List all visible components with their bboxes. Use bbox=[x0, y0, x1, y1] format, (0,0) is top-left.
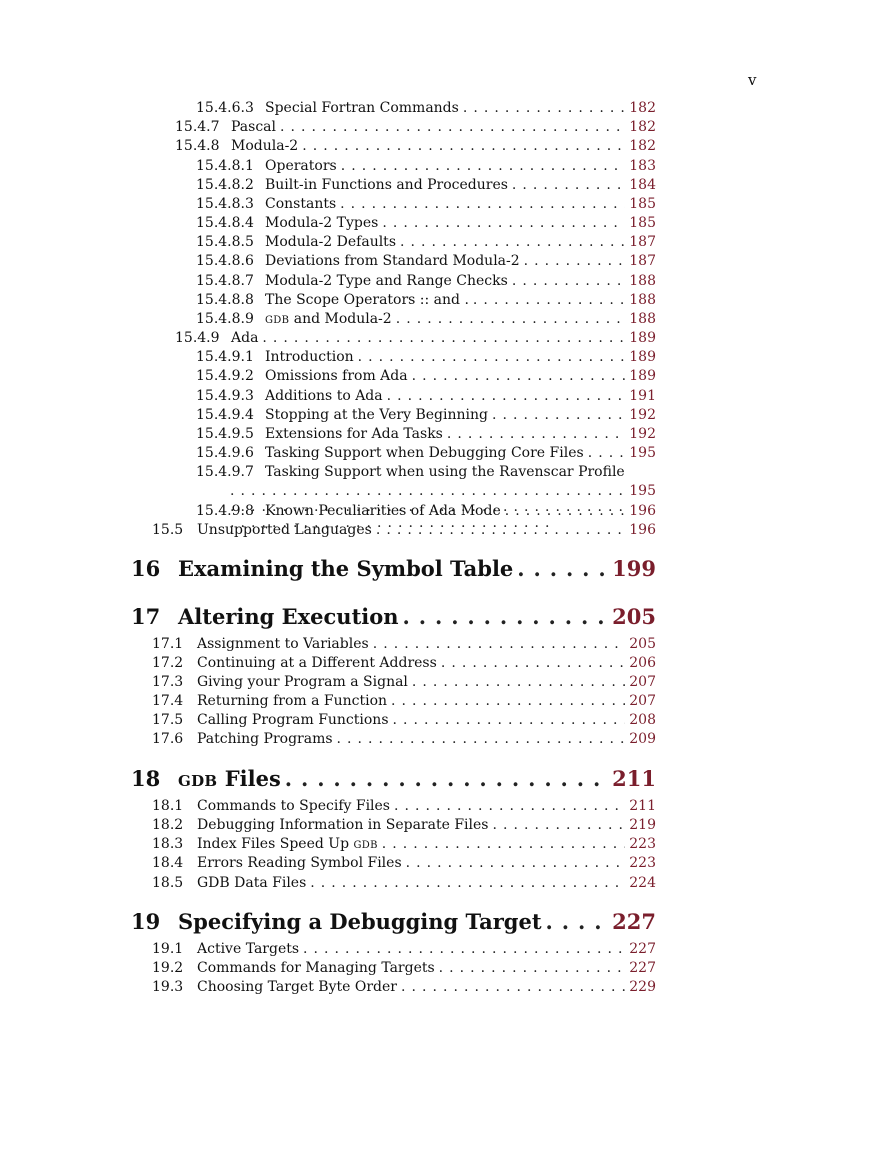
toc-entry-title: Known Peculiarities of Ada Mode bbox=[265, 503, 501, 519]
toc-entry-number: 15.4.9.2 bbox=[196, 368, 254, 384]
toc-entry-number: 15.4.8.5 bbox=[196, 234, 254, 250]
toc-entry-title: Giving your Program a Signal bbox=[197, 674, 408, 690]
leader-dots bbox=[302, 138, 625, 154]
leader-dots bbox=[447, 426, 625, 442]
toc-entry-title: Patching Programs bbox=[197, 731, 333, 747]
toc-page-link[interactable]: 184 bbox=[629, 177, 656, 193]
toc-entry-title: Active Targets bbox=[197, 941, 300, 957]
toc-entry[interactable] bbox=[152, 941, 656, 957]
toc-entry-title: Modula-2 Defaults bbox=[265, 234, 396, 250]
leader-dots bbox=[387, 388, 626, 404]
toc-entry-number: 15.4.8.8 bbox=[196, 292, 254, 308]
toc-entry-number: 15.4.9.6 bbox=[196, 445, 254, 461]
toc-entry[interactable] bbox=[152, 674, 656, 690]
toc-entry-number: 17 bbox=[131, 604, 161, 629]
toc-entry-title: Operators bbox=[265, 158, 337, 174]
toc-page-link[interactable]: 219 bbox=[629, 817, 656, 833]
toc-entry[interactable] bbox=[175, 330, 656, 346]
toc-entry-title: Constants bbox=[265, 196, 337, 212]
toc-entry-title: Continuing at a Different Address bbox=[197, 655, 437, 671]
leader-dots bbox=[406, 855, 626, 871]
toc-page-link[interactable]: 208 bbox=[629, 712, 656, 728]
toc-page-link[interactable]: 227 bbox=[629, 941, 656, 957]
toc-entry-title: Commands for Managing Targets bbox=[197, 960, 435, 976]
leader-dots bbox=[412, 368, 626, 384]
toc-entry-title: GDB Data Files bbox=[197, 875, 307, 891]
toc-page-link[interactable]: 182 bbox=[629, 119, 656, 135]
toc-entry-title: Index Files Speed Up gdb bbox=[197, 836, 378, 852]
toc-entry-title: Debugging Information in Separate Files bbox=[197, 817, 489, 833]
toc-entry[interactable] bbox=[196, 196, 656, 212]
toc-chapter-entry[interactable] bbox=[131, 766, 656, 791]
toc-page-link[interactable]: 196 bbox=[629, 503, 656, 519]
toc-entry[interactable] bbox=[196, 388, 656, 404]
page-number: v bbox=[748, 71, 757, 89]
toc-entry-number: 18.4 bbox=[152, 855, 184, 871]
toc-entry-title: Examining the Symbol Table bbox=[178, 556, 514, 581]
toc-page-link[interactable]: 224 bbox=[629, 875, 656, 891]
toc-page-link[interactable]: 209 bbox=[629, 731, 656, 747]
leader-dots bbox=[376, 522, 625, 538]
leader-dots bbox=[524, 253, 626, 269]
toc-entry[interactable] bbox=[196, 407, 656, 423]
toc-page-link[interactable]: 182 bbox=[629, 100, 656, 116]
toc-entry-number: 15.4.8.2 bbox=[196, 177, 254, 193]
toc-entry[interactable] bbox=[196, 215, 656, 231]
toc-entry-number: 17.2 bbox=[152, 655, 184, 671]
toc-entry-title: gdb Files bbox=[178, 766, 281, 791]
toc-entry-title: Introduction bbox=[265, 349, 354, 365]
toc-entry-title: Commands to Specify Files bbox=[197, 798, 390, 814]
toc-page-link[interactable]: 206 bbox=[629, 655, 656, 671]
toc-page-link[interactable]: 211 bbox=[629, 798, 656, 814]
toc-entry-number: 15.4.9.3 bbox=[196, 388, 254, 404]
toc-entry[interactable] bbox=[152, 798, 656, 814]
toc-entry-number: 19 bbox=[131, 909, 161, 934]
toc-entry[interactable] bbox=[196, 158, 656, 174]
toc-entry[interactable] bbox=[152, 522, 656, 538]
toc-entry-title: Returning from a Function bbox=[197, 693, 388, 709]
leader-dots bbox=[412, 674, 625, 690]
leader-dots bbox=[310, 875, 625, 891]
toc-entry[interactable] bbox=[196, 464, 656, 480]
toc-entry-number: 15.4.8.7 bbox=[196, 273, 254, 289]
toc-entry-number: 17.5 bbox=[152, 712, 184, 728]
leader-dots bbox=[588, 445, 626, 461]
toc-entry-number: 16 bbox=[131, 556, 161, 581]
toc-entry-number: 19.3 bbox=[152, 979, 184, 995]
toc-chapter-entry[interactable] bbox=[131, 909, 656, 934]
toc-page-link[interactable]: 207 bbox=[629, 674, 656, 690]
toc-entry[interactable] bbox=[196, 273, 656, 289]
toc-entry-number: 17.6 bbox=[152, 731, 184, 747]
toc-page-link[interactable]: 191 bbox=[629, 388, 656, 404]
toc-entry[interactable] bbox=[152, 693, 656, 709]
toc-entry-number: 17.1 bbox=[152, 636, 184, 652]
toc-entry-number: 18.5 bbox=[152, 875, 184, 891]
leader-dots bbox=[382, 215, 625, 231]
toc-page-link[interactable]: 195 bbox=[629, 483, 656, 499]
toc-entry-title: Modula-2 Type and Range Checks bbox=[265, 273, 508, 289]
toc-entry[interactable] bbox=[196, 349, 656, 365]
toc-entry-title: Choosing Target Byte Order bbox=[197, 979, 397, 995]
leader-dots bbox=[382, 836, 626, 852]
leader-dots bbox=[394, 798, 625, 814]
toc-entry[interactable] bbox=[196, 177, 656, 193]
leader-dots bbox=[492, 407, 625, 423]
leader-dots bbox=[439, 960, 626, 976]
toc-entry[interactable] bbox=[152, 712, 656, 728]
toc-chapter-entry[interactable] bbox=[131, 556, 656, 581]
toc-entry-number: 18.2 bbox=[152, 817, 184, 833]
gdb-smallcaps: gdb bbox=[265, 311, 290, 327]
leader-dots bbox=[473, 292, 625, 308]
toc-entry-title: Extensions for Ada Tasks bbox=[265, 426, 443, 442]
toc-entry[interactable] bbox=[152, 731, 656, 747]
toc-entry-title: Tasking Support when using the Ravenscar Profile bbox=[265, 464, 625, 480]
toc-page-link[interactable]: 195 bbox=[629, 445, 656, 461]
toc-entry-number: 19.2 bbox=[152, 960, 184, 976]
leader-dots bbox=[512, 273, 625, 289]
toc-page-link[interactable]: 188 bbox=[629, 311, 656, 327]
toc-entry-number: 15.4.8.3 bbox=[196, 196, 254, 212]
leader-dots bbox=[546, 909, 609, 934]
leader-dots bbox=[463, 100, 625, 116]
toc-page-link[interactable]: 227 bbox=[612, 909, 656, 934]
leader-dots bbox=[492, 817, 625, 833]
toc-entry[interactable] bbox=[196, 234, 656, 250]
toc-entry[interactable] bbox=[196, 292, 656, 308]
toc-entry-number: 15.4.8.6 bbox=[196, 253, 254, 269]
toc-entry-number: 15.4.9.8 bbox=[196, 503, 254, 519]
leader-dots bbox=[337, 731, 626, 747]
toc-page-link[interactable]: 229 bbox=[629, 979, 656, 995]
toc-page-link[interactable]: 185 bbox=[629, 215, 656, 231]
leader-dots bbox=[401, 979, 625, 995]
toc-entry-title: Modula-2 bbox=[231, 138, 299, 154]
toc-page-link[interactable]: 192 bbox=[629, 426, 656, 442]
toc-entry-number: 15.5 bbox=[152, 522, 184, 538]
toc-page-link[interactable]: 185 bbox=[629, 196, 656, 212]
toc-page-link[interactable]: 183 bbox=[629, 158, 656, 174]
toc-entry-number: 18.1 bbox=[152, 798, 184, 814]
toc-page-link[interactable]: 205 bbox=[612, 604, 656, 629]
toc-entry[interactable] bbox=[196, 100, 656, 116]
toc-entry-number: 15.4.6.3 bbox=[196, 100, 254, 116]
toc-entry-title: Omissions from Ada bbox=[265, 368, 408, 384]
toc-entry-number: 15.4.9 bbox=[175, 330, 220, 346]
toc-entry[interactable] bbox=[196, 253, 656, 269]
leader-dots bbox=[517, 556, 608, 581]
toc-entry-title: Assignment to Variables bbox=[197, 636, 369, 652]
toc-entry[interactable] bbox=[152, 655, 656, 671]
toc-page-link[interactable]: 211 bbox=[612, 766, 656, 791]
gdb-smallcaps: gdb bbox=[178, 766, 218, 791]
toc-page-link[interactable]: 192 bbox=[629, 407, 656, 423]
toc-entry-number: 15.4.8.1 bbox=[196, 158, 254, 174]
toc-entry-number: 15.4.9.7 bbox=[196, 464, 254, 480]
toc-page-link[interactable]: 223 bbox=[629, 855, 656, 871]
toc-chapter-entry[interactable] bbox=[131, 604, 656, 629]
toc-entry[interactable] bbox=[152, 960, 656, 976]
toc-page-link[interactable]: 189 bbox=[629, 349, 656, 365]
leader-dots bbox=[400, 234, 625, 250]
toc-page-link[interactable]: 207 bbox=[629, 693, 656, 709]
toc-entry[interactable] bbox=[152, 979, 656, 995]
toc-page-link[interactable]: 223 bbox=[629, 836, 656, 852]
toc-entry-title: Built-in Functions and Procedures bbox=[265, 177, 508, 193]
toc-entry-number: 17.4 bbox=[152, 693, 184, 709]
toc-entry[interactable] bbox=[152, 855, 656, 871]
toc-entry[interactable] bbox=[152, 836, 656, 852]
leader-dots bbox=[340, 196, 625, 212]
toc-entry-title: Specifying a Debugging Target bbox=[178, 909, 542, 934]
toc-entry-title: Unsupported Languages bbox=[197, 522, 372, 538]
toc-page-link[interactable]: 196 bbox=[629, 522, 656, 538]
toc-entry[interactable] bbox=[196, 368, 656, 384]
toc-entry[interactable] bbox=[196, 445, 656, 461]
toc-entry-title: Errors Reading Symbol Files bbox=[197, 855, 402, 871]
toc-entry-title: Calling Program Functions bbox=[197, 712, 389, 728]
toc-entry-title: Ada bbox=[231, 330, 259, 346]
toc-entry-title: Deviations from Standard Modula-2 bbox=[265, 253, 520, 269]
toc-entry-number: 18.3 bbox=[152, 836, 184, 852]
toc-entry[interactable] bbox=[152, 636, 656, 652]
toc-page-link[interactable]: 187 bbox=[629, 234, 656, 250]
toc-entry-title: Modula-2 Types bbox=[265, 215, 379, 231]
toc-page-link[interactable]: 227 bbox=[629, 960, 656, 976]
toc-entry[interactable] bbox=[196, 503, 656, 519]
toc-page-link[interactable]: 199 bbox=[612, 556, 656, 581]
toc-entry-number: 17.3 bbox=[152, 674, 184, 690]
leader-dots bbox=[391, 693, 625, 709]
toc-entry-title: gdb and Modula-2 bbox=[265, 311, 392, 327]
toc-entry-number: 15.4.7 bbox=[175, 119, 220, 135]
toc-entry[interactable] bbox=[175, 138, 656, 154]
toc-entry-number: 15.4.9.4 bbox=[196, 407, 254, 423]
toc-entry[interactable] bbox=[196, 426, 656, 442]
toc-entry-number: 15.4.8 bbox=[175, 138, 220, 154]
toc-entry-title: Pascal bbox=[231, 119, 276, 135]
leader-dots bbox=[512, 177, 625, 193]
toc-page-link[interactable]: 187 bbox=[629, 253, 656, 269]
toc-page-link[interactable]: 189 bbox=[629, 368, 656, 384]
toc-entry[interactable] bbox=[152, 875, 656, 891]
toc-entry-number: 19.1 bbox=[152, 941, 184, 957]
toc-entry-number: 15.4.8.4 bbox=[196, 215, 254, 231]
leader-dots bbox=[396, 311, 626, 327]
toc-entry-number: 15.4.9.5 bbox=[196, 426, 254, 442]
toc-entry-title: Altering Execution bbox=[178, 604, 399, 629]
leader-dots bbox=[303, 941, 625, 957]
leader-dots bbox=[280, 119, 625, 135]
leader-dots bbox=[373, 636, 626, 652]
toc-entry-number: 15.4.8.9 bbox=[196, 311, 254, 327]
toc-entry-number: 18 bbox=[131, 766, 161, 791]
leader-dots bbox=[285, 766, 608, 791]
leader-dots bbox=[341, 158, 626, 174]
toc-entry[interactable] bbox=[175, 119, 656, 135]
toc-entry-title: Tasking Support when Debugging Core Files bbox=[265, 445, 584, 461]
leader-dots bbox=[358, 349, 626, 365]
leader-dots bbox=[505, 503, 626, 519]
toc-entry-title: Stopping at the Very Beginning bbox=[265, 407, 488, 423]
leader-dots bbox=[403, 604, 609, 629]
leader-dots bbox=[393, 712, 626, 728]
toc-page-link[interactable]: 205 bbox=[629, 636, 656, 652]
toc-entry[interactable] bbox=[152, 817, 656, 833]
toc-entry[interactable] bbox=[196, 311, 656, 327]
toc-page-link[interactable]: 182 bbox=[629, 138, 656, 154]
toc-page-link[interactable]: 189 bbox=[629, 330, 656, 346]
toc-page-link[interactable]: 188 bbox=[629, 273, 656, 289]
gdb-smallcaps: gdb bbox=[353, 836, 378, 852]
toc-page-link[interactable]: 188 bbox=[629, 292, 656, 308]
toc-entry-title: Special Fortran Commands bbox=[265, 100, 459, 116]
toc-entry-number: 15.4.9.1 bbox=[196, 349, 254, 365]
leader-dots bbox=[262, 330, 625, 346]
toc-entry-title: The Scope Operators :: and . bbox=[265, 292, 469, 308]
leader-dots bbox=[441, 655, 625, 671]
toc-entry-title: Additions to Ada bbox=[265, 388, 383, 404]
